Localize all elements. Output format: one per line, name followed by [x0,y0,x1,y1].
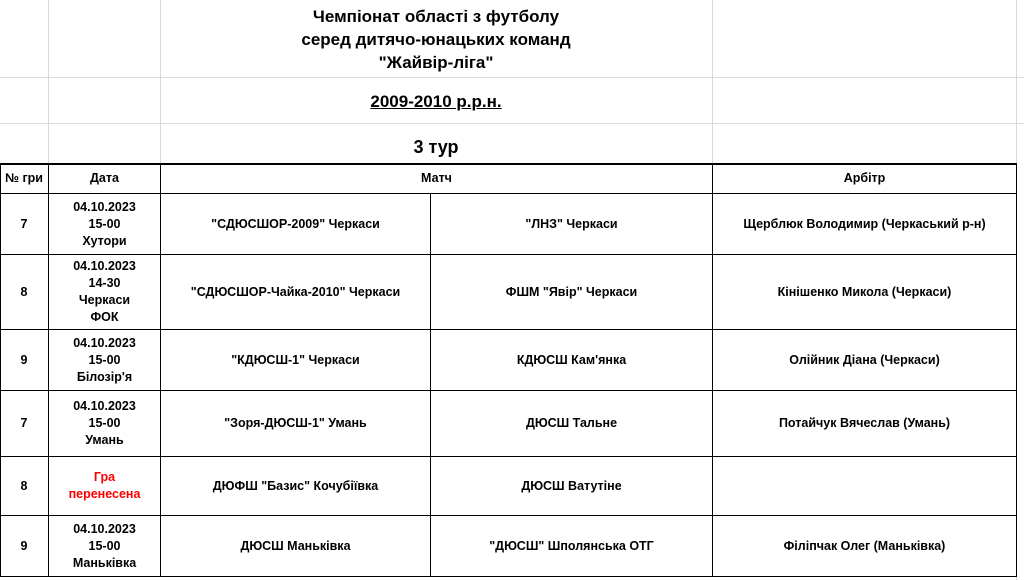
venue-line: Хутори [82,233,127,248]
match-date [49,194,160,254]
away-team: ФШМ "Явір" Черкаси [505,284,638,299]
time-line: 15-00 [88,416,121,430]
home-team: "Зоря-ДЮСШ-1" Умань [224,416,367,430]
venue-line: ФОК [90,310,119,324]
time-line: 15-00 [88,538,121,553]
away-team: КДЮСШ Кам'янка [516,352,627,367]
title-line-2: серед дитячо-юнацьких команд [301,30,571,49]
column-header-match: Матч [421,171,452,185]
away-team: "ДЮСШ" Шполянська ОТГ [489,538,654,553]
away-team: "ЛНЗ" Черкаси [525,216,618,231]
date-line: 04.10.2023 [73,335,136,350]
age-group: 2009-2010 р.р.н. [370,92,502,111]
date-line: 04.10.2023 [73,199,136,214]
game-number: 9 [20,352,28,367]
game-number: 8 [20,478,28,493]
referee: Філіпчак Олег (Маньківка) [783,538,946,553]
away-team: ДЮСШ Тальне [525,416,618,430]
home-team: "СДЮСШОР-2009" Черкаси [211,216,380,231]
referee: Олійник Діана (Черкаси) [789,352,940,367]
home-team: "КДЮСШ-1" Черкаси [231,352,360,367]
game-number: 8 [20,284,28,299]
date-line: 04.10.2023 [73,521,136,536]
venue-line: Черкаси [78,293,131,307]
match-date [49,516,160,576]
time-line: 15-00 [88,216,121,231]
venue-line: Умань [85,433,124,447]
title-line-1: Чемпіонат області з футболу [312,7,560,26]
time-line: 14-30 [88,276,121,290]
venue-line: Білозір'я [76,369,133,384]
date-line: 04.10.2023 [73,259,136,273]
game-number: 7 [20,416,28,430]
game-number: 9 [20,538,28,553]
time-line: 15-00 [88,352,121,367]
away-team: ДЮСШ Ватутіне [521,478,622,493]
home-team: ДЮСШ Маньківка [240,538,351,553]
venue-line: Маньківка [72,555,137,570]
home-team: ДЮФШ "Базис" Кочубіївка [212,478,379,493]
round-title: 3 тур [413,137,459,157]
column-header-date: Дата [90,171,119,185]
referee: Потайчук Вячеслав (Умань) [778,416,951,430]
referee: Кінішенко Микола (Черкаси) [777,284,952,299]
column-header-game-no: № гри [5,171,43,185]
game-number: 7 [20,216,28,231]
match-date [49,330,160,390]
status-line: перенесена [68,487,141,501]
referee [713,457,1016,515]
status-line: Гра [93,470,116,484]
title-line-3: "Жайвір-ліга" [378,53,494,72]
column-header-referee: Арбітр [843,171,886,185]
date-line: 04.10.2023 [73,399,136,413]
home-team: "СДЮСШОР-Чайка-2010" Черкаси [190,284,401,299]
referee: Щерблюк Володимир (Черкаський р-н) [743,216,986,231]
match-date [49,391,160,456]
postponed-status [49,457,160,515]
match-date [49,255,160,329]
